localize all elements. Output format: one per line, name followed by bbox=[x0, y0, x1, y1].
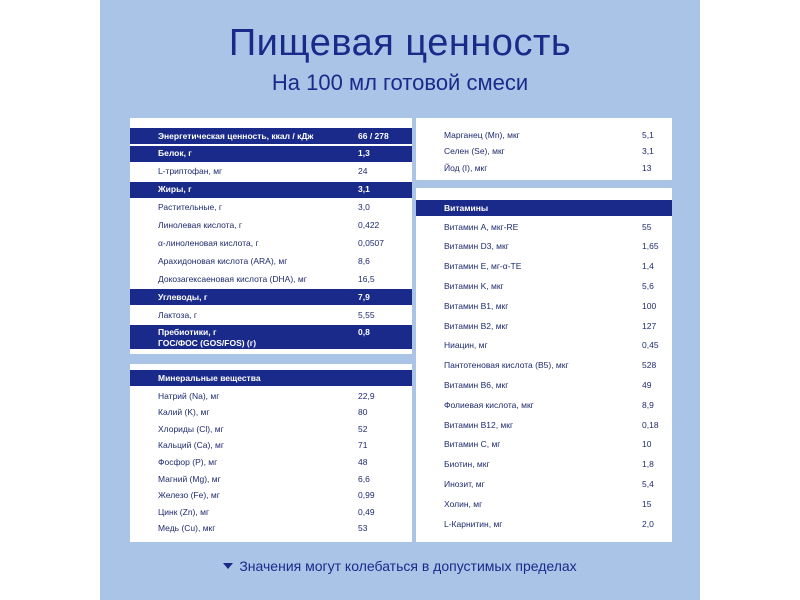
table-row bbox=[130, 164, 412, 180]
vitamins-table bbox=[416, 188, 672, 542]
row-label: Линолевая кислота, г bbox=[158, 220, 243, 230]
table-row bbox=[130, 218, 412, 234]
row-value: 52 bbox=[358, 423, 368, 434]
triangle-down-icon bbox=[223, 563, 233, 569]
row-value: 1,65 bbox=[642, 241, 659, 252]
row-value: 0,99 bbox=[358, 490, 375, 501]
row-label: Витамин D3, мкг bbox=[444, 241, 509, 252]
row-label: Растительные, г bbox=[158, 202, 222, 213]
table-row bbox=[416, 497, 672, 511]
table-row bbox=[130, 235, 412, 251]
table-row bbox=[130, 521, 412, 537]
row-value: 3,0 bbox=[358, 202, 370, 213]
row-value: 528 bbox=[642, 360, 657, 371]
row-value: 2,0 bbox=[642, 518, 654, 529]
row-value: 7,9 bbox=[358, 291, 370, 302]
row-label: Арахидоновая кислота (ARA), мг bbox=[158, 255, 288, 266]
row-value: 8,9 bbox=[642, 399, 654, 410]
section-header-label: Витамины bbox=[444, 202, 489, 213]
table-row bbox=[416, 128, 672, 142]
table-row bbox=[416, 359, 672, 373]
row-label: Витамин K, мкг bbox=[444, 280, 504, 291]
table-row bbox=[130, 471, 412, 487]
table-row bbox=[130, 405, 412, 421]
row-value: 16,5 bbox=[358, 273, 375, 284]
row-label: Марганец (Mn), мкг bbox=[444, 129, 520, 140]
row-label: α-линоленовая кислота, г bbox=[158, 237, 259, 248]
row-label-secondary: ГОС/ФОС (GOS/FOS) (г) bbox=[158, 337, 257, 348]
row-value: 5,55 bbox=[358, 309, 375, 320]
table-row bbox=[130, 438, 412, 454]
row-label: Пантотеновая кислота (B5), мкг bbox=[444, 360, 569, 371]
row-value: 15 bbox=[642, 498, 652, 509]
row-label: Кальций (Ca), мг bbox=[158, 440, 224, 451]
row-label: L-Карнитин, мг bbox=[444, 518, 503, 529]
row-label: Йод (I), мкг bbox=[444, 162, 488, 173]
row-value: 0,45 bbox=[642, 340, 659, 351]
row-label: Биотин, мкг bbox=[444, 459, 490, 470]
table-row bbox=[130, 271, 412, 287]
table-row-highlight bbox=[130, 289, 412, 305]
row-label: Витамин C, мг bbox=[444, 439, 501, 450]
footnote bbox=[100, 558, 700, 574]
table-row bbox=[416, 517, 672, 531]
table-row bbox=[416, 398, 672, 412]
table-row bbox=[130, 253, 412, 269]
section-header bbox=[130, 370, 412, 386]
row-value: 80 bbox=[358, 407, 368, 418]
row-value: 0,49 bbox=[358, 506, 375, 517]
row-value: 66 / 278 bbox=[358, 130, 389, 141]
table-row bbox=[416, 418, 672, 432]
table-row bbox=[416, 279, 672, 293]
row-value: 0,8 bbox=[358, 326, 370, 337]
row-value: 10 bbox=[642, 439, 652, 450]
page-subtitle: На 100 мл готовой смеси bbox=[271, 70, 529, 95]
row-label: Докозагексаеновая кислота (DHA), мг bbox=[158, 273, 307, 284]
row-value: 55 bbox=[642, 221, 652, 232]
table-row-highlight bbox=[130, 325, 412, 349]
table-row bbox=[416, 438, 672, 452]
row-value: 0,0507 bbox=[358, 237, 384, 248]
table-row bbox=[416, 458, 672, 472]
row-value: 5,1 bbox=[642, 129, 654, 140]
table-row bbox=[130, 200, 412, 216]
footnote-text: Значения могут колебаться в допустимых пределах bbox=[239, 558, 577, 574]
row-label: Витамин B6, мкг bbox=[444, 379, 509, 390]
table-row bbox=[416, 378, 672, 392]
row-label: Железо (Fe), мг bbox=[158, 490, 220, 501]
row-label: Фолиевая кислота, мкг bbox=[444, 399, 534, 410]
row-label: Лактоза, г bbox=[158, 309, 197, 320]
row-label: Магний (Mg), мг bbox=[158, 473, 221, 484]
row-label: Витамин E, мг-α-TE bbox=[444, 261, 522, 272]
row-value: 5,4 bbox=[642, 478, 654, 489]
row-label: Жиры, г bbox=[158, 184, 192, 195]
page-title: Пищевая ценность bbox=[228, 22, 572, 64]
row-label: Цинк (Zn), мг bbox=[158, 506, 210, 517]
table-row bbox=[416, 260, 672, 274]
row-label: Витамин B2, мкг bbox=[444, 320, 509, 331]
table-row bbox=[130, 307, 412, 323]
row-value: 5,6 bbox=[642, 280, 654, 291]
row-value: 0,18 bbox=[642, 419, 659, 430]
table-row bbox=[416, 339, 672, 353]
row-label: Витамин B1, мкг bbox=[444, 300, 509, 311]
row-label: Пребиотики, г bbox=[158, 326, 217, 337]
table-row bbox=[416, 299, 672, 313]
row-value: 100 bbox=[642, 300, 657, 311]
table-row-highlight bbox=[130, 128, 412, 144]
table-row-highlight bbox=[130, 182, 412, 198]
row-value: 3,1 bbox=[642, 146, 654, 156]
table-row-highlight bbox=[130, 146, 412, 162]
main-nutrients-table bbox=[130, 118, 412, 354]
row-value: 53 bbox=[358, 523, 368, 534]
row-value: 22,9 bbox=[358, 390, 375, 401]
row-value: 48 bbox=[358, 456, 368, 467]
trace-elements-table bbox=[416, 118, 672, 180]
table-row bbox=[416, 319, 672, 333]
row-label: Фосфор (P), мг bbox=[158, 456, 218, 467]
table-row bbox=[130, 388, 412, 404]
row-label: Медь (Cu), мкг bbox=[158, 523, 216, 534]
row-value: 1,3 bbox=[358, 148, 370, 159]
row-label: Калий (K), мг bbox=[158, 407, 210, 418]
row-label: Инозит, мг bbox=[444, 478, 485, 489]
row-label: Натрий (Na), мг bbox=[158, 390, 220, 401]
row-value: 49 bbox=[642, 379, 652, 390]
table-row bbox=[416, 220, 672, 234]
row-value: 71 bbox=[358, 440, 368, 451]
nutrition-panel bbox=[100, 0, 700, 600]
row-label: Ниацин, мг bbox=[444, 340, 488, 351]
section-header-label: Минеральные вещества bbox=[158, 372, 261, 383]
row-label: Углеводы, г bbox=[158, 291, 208, 302]
table-row bbox=[416, 240, 672, 254]
minerals-table bbox=[130, 364, 412, 542]
row-value: 0,422 bbox=[358, 220, 380, 230]
row-label: Холин, мг bbox=[444, 498, 483, 509]
table-row bbox=[416, 161, 672, 175]
table-row bbox=[416, 477, 672, 491]
row-label: Энергетическая ценность, ккал / кДж bbox=[158, 130, 314, 141]
table-row bbox=[130, 421, 412, 437]
row-value: 24 bbox=[358, 166, 368, 177]
row-value: 8,6 bbox=[358, 255, 370, 266]
row-label: Селен (Se), мкг bbox=[444, 146, 505, 156]
table-row bbox=[130, 454, 412, 470]
row-value: 127 bbox=[642, 320, 657, 331]
row-value: 6,6 bbox=[358, 473, 370, 484]
section-header bbox=[416, 200, 672, 216]
row-label: Витамин B12, мкг bbox=[444, 419, 514, 430]
table-row bbox=[130, 504, 412, 520]
table-row bbox=[416, 145, 672, 159]
row-value: 1,8 bbox=[642, 459, 654, 470]
row-value: 1,4 bbox=[642, 261, 654, 272]
row-label: L-триптофан, мг bbox=[158, 166, 223, 177]
row-label: Белок, г bbox=[158, 148, 192, 159]
row-value: 3,1 bbox=[358, 184, 370, 195]
row-label: Хлориды (Cl), мг bbox=[158, 423, 224, 434]
row-value: 13 bbox=[642, 162, 652, 173]
table-row bbox=[130, 488, 412, 504]
row-label: Витамин A, мкг-RE bbox=[444, 221, 519, 232]
